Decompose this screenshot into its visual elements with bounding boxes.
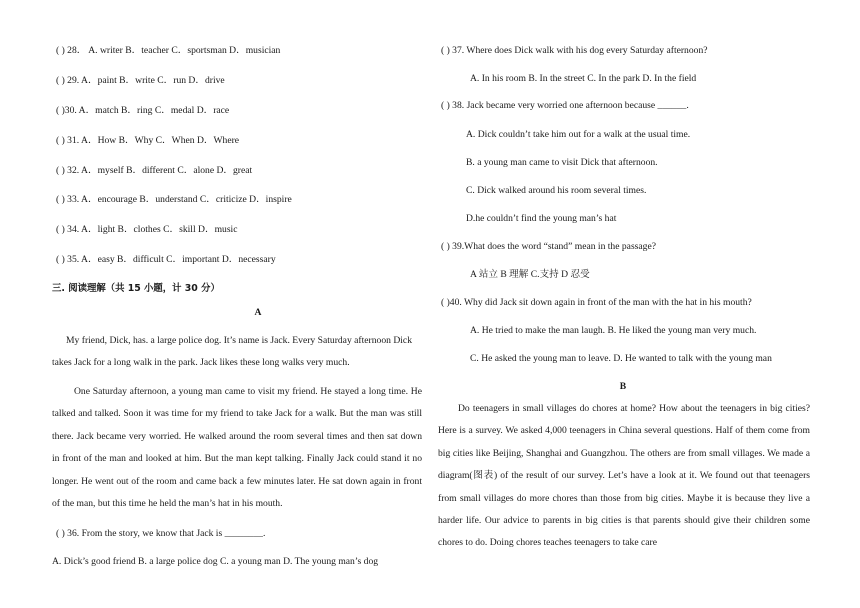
question-38-option-c: C. Dick walked around his room several times. [466, 185, 647, 196]
passage-b-paragraph: Do teenagers in small villages do chores at home? How about the teenagers in big cities? Here is a survey. We asked 4,000 teenagers in China several questions. Half of them come from big cities like Beijing, Shanghai and Guangzhou. The others are from small villages. We made a diagram(图表) of the result of our survey. Let’s have a look at it. We found out that teenagers from small villages do more chores than those from big cities. Maybe it is because they live a harder life. Our advice to parents in big cities is that parents should give their children some chores to do. Doing chores teaches teenagers to take care [438, 403, 810, 549]
question-39: ( ) 39.What does the word “stand” mean in the passage? [441, 241, 656, 252]
question-36: ( ) 36. From the story, we know that Jack is ________. [56, 528, 266, 539]
question-33: ( ) 33. A．encourage B．understand C．criticize D．inspire [56, 194, 292, 205]
passage-a-paragraph-2: One Saturday afternoon, a young man came to visit my friend. He stayed a long time. He talked and talked. Soon it was time for my friend to take Jack for a walk. But the man was still there. Jack became very worried. He walked around the room several times and then sat down in front of the man and looked at him. But the man kept talking. Finally Jack could stand it no longer. He went out of the room and came back a few minutes later. He sat down again in front of the man, but this time he held the man’s hat in his mouth. [52, 386, 422, 510]
question-39-options: A 站立 B 理解 C.支持 D 忍受 [470, 269, 590, 280]
question-28: ( ) 28． A. writer B．teacher C．sportsman D．musician [56, 45, 281, 56]
question-36-options: A. Dick’s good friend B. a large police dog C. a young man D. The young man’s dog [52, 556, 379, 567]
question-38: ( ) 38. Jack became very worried one afternoon because ______. [441, 100, 689, 111]
passage-b-title: B [619, 381, 627, 392]
question-35: ( ) 35. A．easy B．difficult C．important D．necessary [56, 254, 276, 265]
question-30: ( )30. A．match B．ring C．medal D．race [56, 105, 230, 116]
question-38-option-a: A. Dick couldn’t take him out for a walk at the usual time. [466, 129, 691, 140]
question-31: ( ) 31. A．How B．Why C．When D．Where [56, 135, 240, 146]
question-40-options-cd: C. He asked the young man to leave. D. He wanted to talk with the young man [470, 353, 772, 364]
question-37: ( ) 37. Where does Dick walk with his dog every Saturday afternoon? [441, 45, 708, 56]
question-40-options-ab: A. He tried to make the man laugh. B. He liked the young man very much. [470, 325, 757, 336]
question-29: ( ) 29. A．paint B．write C．run D．drive [56, 75, 225, 86]
question-32: ( ) 32. A．myself B．different C．alone D．great [56, 165, 253, 176]
question-38-option-b: B. a young man came to visit Dick that afternoon. [466, 157, 658, 168]
passage-a-title: A [254, 307, 262, 318]
question-40: ( )40. Why did Jack sit down again in front of the man with the hat in his mouth? [441, 297, 752, 308]
section-heading: 三. 阅读理解（共 15 小题，计 30 分） [52, 283, 220, 294]
question-38-option-d: D.he couldn’t find the young man’s hat [466, 213, 617, 224]
question-34: ( ) 34. A．light B．clothes C．skill D．music [56, 224, 238, 235]
passage-a-paragraph-1: My friend, Dick, has. a large police dog. It’s name is Jack. Every Saturday afternoon Dick takes Jack for a long walk in the park. Jack likes these long walks very much. [52, 335, 412, 369]
question-37-options: A. In his room B. In the street C. In the park D. In the field [470, 73, 697, 84]
